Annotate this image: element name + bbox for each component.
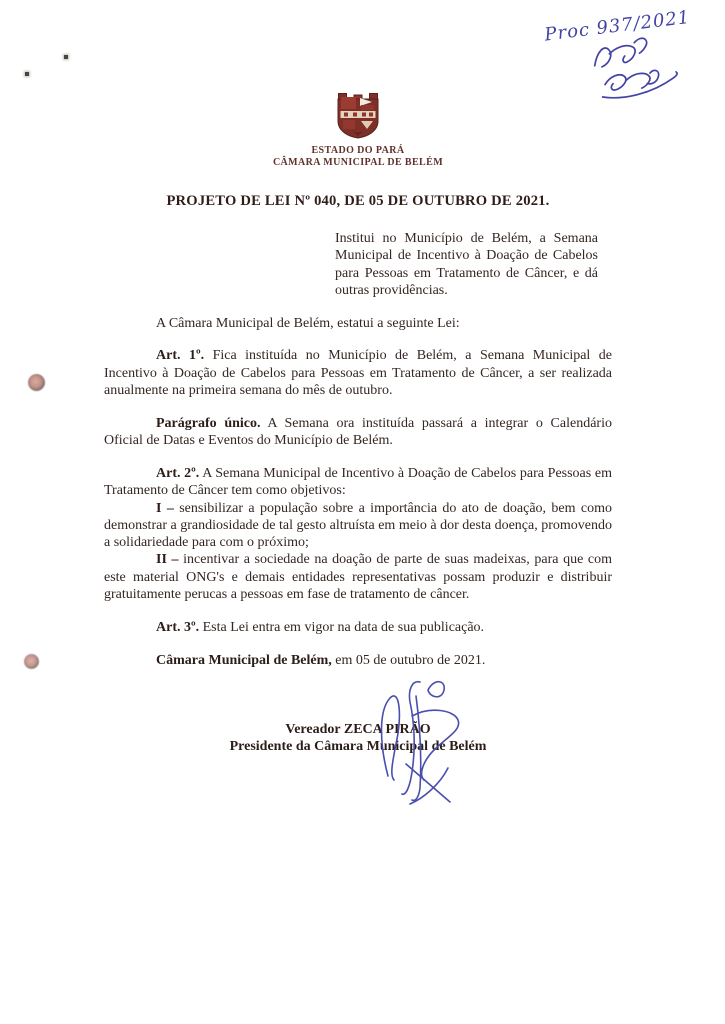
article-1-text: Fica instituída no Município de Belém, a Semana Municipal de Incentivo à Doação de Cabelos para Pessoas em Tratamento de Câncer, a ser realizada anualmente na primeira semana do mês de outubro. — [104, 348, 613, 399]
item-ii — [104, 551, 612, 603]
signer-role: Presidente da Câmara Municipal de Belém — [229, 739, 487, 755]
item-i — [104, 500, 612, 552]
item-ii-lead: II – — [156, 552, 179, 568]
paragrafo-unico-text: A Semana ora instituída passará a integrar o Calendário Oficial de Datas e Eventos do Município de Belém. — [104, 415, 612, 449]
item-ii-text: incentivar a sociedade na doação de parte de suas madeixas, para que com este material ONG's e demais entidades representativas possam produzir e distribuir gratuitamente perucas a pessoas em fase de tratamento de câncer. — [104, 552, 612, 603]
paragrafo-unico — [104, 415, 612, 450]
org-header-state: ESTADO DO PARÁ — [311, 145, 405, 156]
scan-speck-2 — [25, 72, 29, 76]
article-1-lead: Art. 1º. — [156, 348, 205, 364]
closing-line — [104, 652, 612, 669]
signer-name: Vereador ZECA PIRÃO — [285, 721, 431, 737]
paragrafo-unico-lead: Parágrafo único. — [156, 415, 261, 431]
process-number-handwriting: Proc 937/2021 — [543, 6, 692, 46]
crest-wrap — [104, 93, 612, 144]
ementa: Institui no Município de Belém, a Semana Municipal de Incentivo à Doação de Cabelos para Pessoas em Tratamento de Câncer, e dá outras providências. — [335, 231, 598, 298]
article-2 — [104, 465, 612, 500]
preamble-text: A Câmara Municipal de Belém, estatui a seguinte Lei: — [156, 315, 460, 331]
article-3-lead: Art. 3º. — [156, 619, 200, 635]
preamble — [104, 315, 612, 332]
item-i-lead: I – — [156, 500, 174, 516]
scan-speck-1 — [64, 55, 68, 59]
article-1 — [104, 347, 612, 399]
document-title: PROJETO DE LEI Nº 040, DE 05 DE OUTUBRO DE 2021. — [166, 193, 550, 209]
belem-coat-of-arms-icon — [337, 93, 379, 139]
item-i-text: sensibilizar a população sobre a importância do ato de doação, bem como demonstrar a grandiosidade de tal gesto altruísta em meio à dor desta doença, promovendo a solidariedade para com o próximo; — [104, 500, 613, 551]
closing-lead: Câmara Municipal de Belém, — [156, 652, 332, 668]
article-3-text: Esta Lei entra em vigor na data de sua publicação. — [199, 619, 485, 635]
handwritten-scrawl-icon — [584, 31, 687, 106]
org-header-institution: CÂMARA MUNICIPAL DE BELÉM — [272, 157, 444, 168]
article-2-lead: Art. 2º. — [156, 465, 200, 481]
closing-text: em 05 de outubro de 2021. — [331, 652, 486, 668]
article-3 — [104, 619, 612, 636]
org-header — [104, 145, 612, 169]
signature-scrawl-icon — [350, 676, 485, 808]
article-2-text: A Semana Municipal de Incentivo à Doação de Cabelos para Pessoas em Tratamento de Câncer tem como objetivos: — [104, 465, 613, 499]
punch-hole-mark-lower — [24, 654, 39, 669]
punch-hole-mark-upper — [28, 374, 45, 391]
